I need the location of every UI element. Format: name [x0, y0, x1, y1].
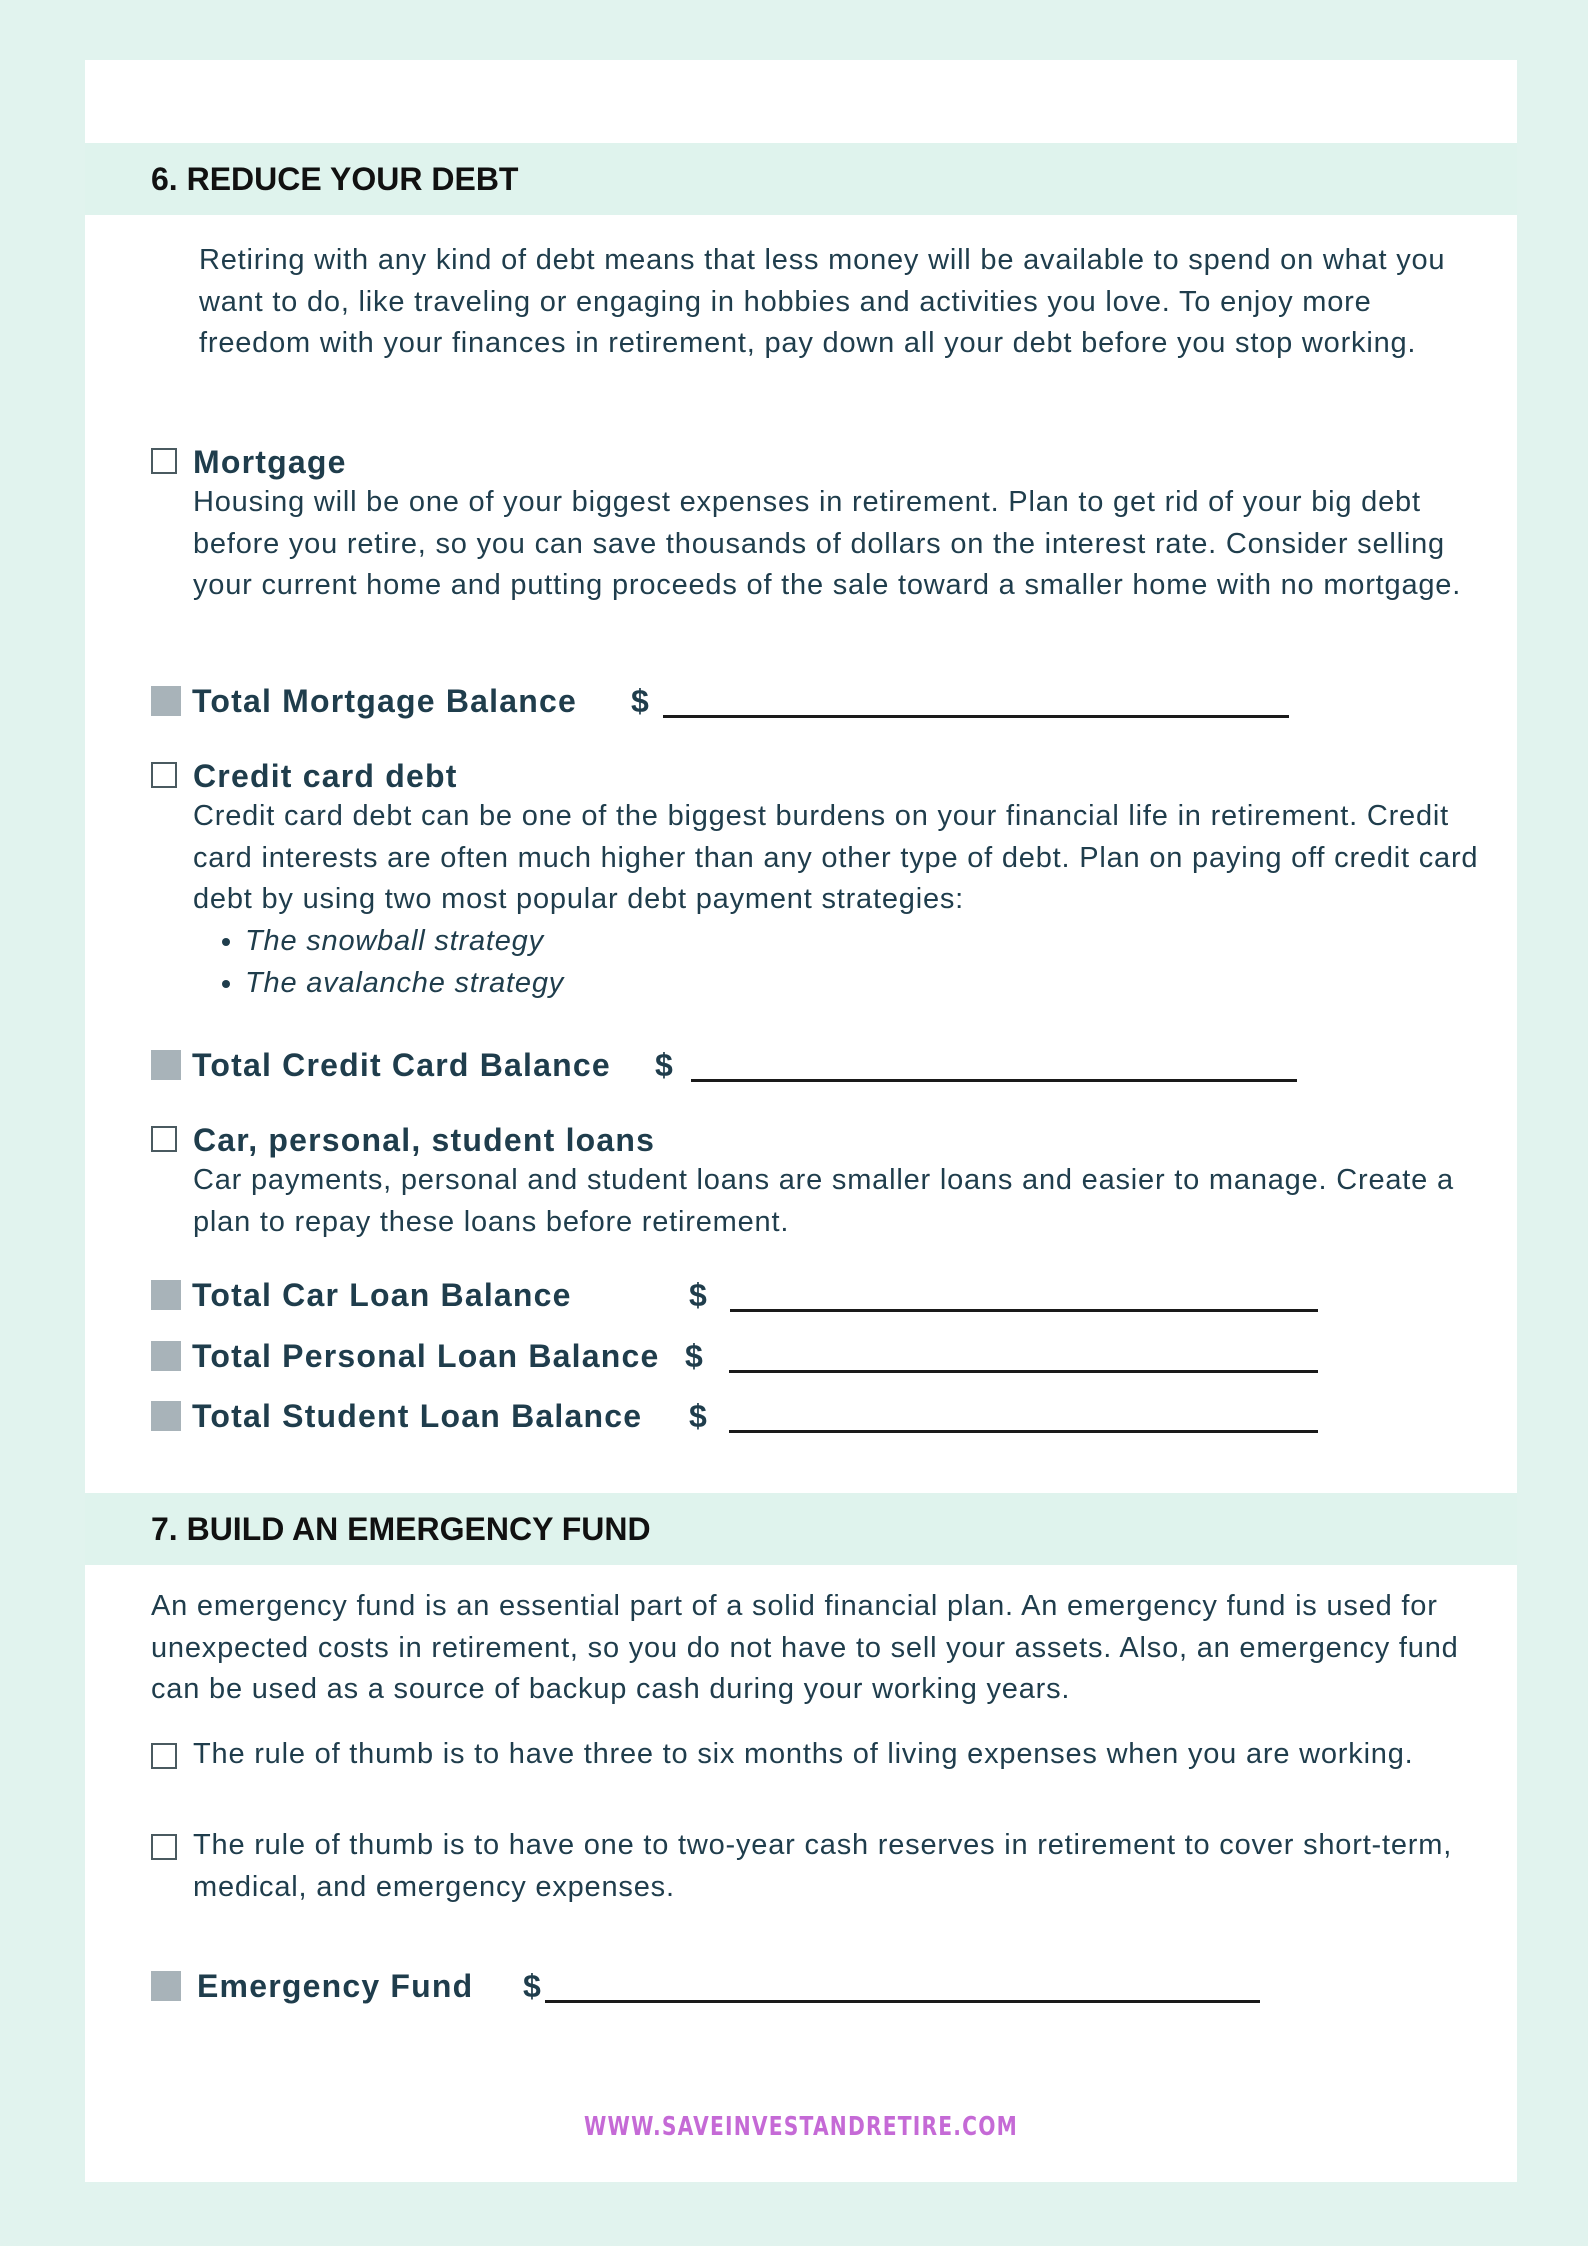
section-6-intro: Retiring with any kind of debt means that less money will be available to spend on what you want to do, like traveling or engaging in hobbies and activities you love. To enjoy more freedom with your finances in retirement, pay down all your debt before you stop working.: [199, 244, 1446, 359]
worksheet-page: [85, 60, 1517, 2182]
credit-balance-marker: [151, 1050, 181, 1080]
mortgage-description: Housing will be one of your biggest expenses in retirement. Plan to get rid of your big debt before you retire, so you can save thousands of dollars on the interest rate. Consider selling your current home and putting proceeds of the sale toward a smaller home with no mortgage.: [193, 486, 1462, 601]
rule-working-checkbox[interactable]: [151, 1743, 177, 1769]
car-loan-marker: [151, 1280, 181, 1310]
student-loan-marker: [151, 1401, 181, 1431]
section-7-intro: An emergency fund is an essential part of a solid financial plan. An emergency fund is used for unexpected costs in retirement, so you do not have to sell your assets. Also, an emergency fund can be used as a source of backup cash during your working years.: [151, 1590, 1459, 1705]
personal-loan-marker: [151, 1341, 181, 1371]
student-loan-currency: $: [689, 1398, 707, 1434]
mortgage-currency: $: [631, 683, 649, 719]
section-7-title: 7. BUILD AN EMERGENCY FUND: [151, 1511, 651, 1547]
car-loan-label: Total Car Loan Balance: [192, 1277, 572, 1313]
list-item: • The avalanche strategy: [245, 963, 564, 1005]
credit-card-checkbox[interactable]: [151, 762, 177, 788]
rule-retirement-checkbox[interactable]: [151, 1834, 177, 1860]
mortgage-title: Mortgage: [193, 444, 347, 480]
loans-description: Car payments, personal and student loans are smaller loans and easier to manage. Create a plan to repay these loans before retirement.: [193, 1164, 1454, 1238]
section-7-header: [85, 1493, 1517, 1565]
car-loan-currency: $: [689, 1277, 707, 1313]
credit-currency: $: [655, 1047, 673, 1083]
credit-balance-label: Total Credit Card Balance: [192, 1047, 611, 1083]
list-item: • The snowball strategy: [245, 921, 564, 963]
loans-checkbox[interactable]: [151, 1126, 177, 1152]
emergency-fund-label: Emergency Fund: [197, 1968, 474, 2004]
student-loan-label: Total Student Loan Balance: [192, 1398, 643, 1434]
loans-title: Car, personal, student loans: [193, 1122, 656, 1158]
mortgage-balance-label: Total Mortgage Balance: [192, 683, 577, 719]
credit-card-description: Credit card debt can be one of the biggest burdens on your financial life in retirement. Credit card interests are often much higher than any other type of debt. Plan on paying off credit card debt by using two most popular debt payment strategies:: [193, 800, 1479, 915]
credit-card-title: Credit card debt: [193, 758, 458, 794]
section-6-title: 6. REDUCE YOUR DEBT: [151, 161, 519, 197]
section-6-header: [85, 143, 1517, 215]
personal-loan-label: Total Personal Loan Balance: [192, 1338, 660, 1374]
debt-strategy-list: [193, 921, 564, 1004]
mortgage-balance-marker: [151, 686, 181, 716]
footer-url[interactable]: WWW.SAVEINVESTANDRETIRE.COM: [584, 2112, 1018, 2142]
emergency-fund-currency: $: [523, 1968, 541, 2004]
mortgage-checkbox[interactable]: [151, 448, 177, 474]
emergency-fund-input[interactable]: [545, 2000, 1260, 2003]
emergency-fund-marker: [151, 1971, 181, 2001]
credit-balance-input[interactable]: [691, 1079, 1297, 1082]
mortgage-balance-input[interactable]: [663, 715, 1289, 718]
student-loan-input[interactable]: [729, 1430, 1318, 1433]
rule-retirement-text: The rule of thumb is to have one to two-year cash reserves in retirement to cover short-term, medical, and emergency expenses.: [193, 1829, 1453, 1903]
personal-loan-currency: $: [685, 1338, 703, 1374]
car-loan-input[interactable]: [730, 1309, 1318, 1312]
personal-loan-input[interactable]: [729, 1370, 1318, 1373]
rule-working-text: The rule of thumb is to have three to six months of living expenses when you are working.: [193, 1738, 1414, 1770]
